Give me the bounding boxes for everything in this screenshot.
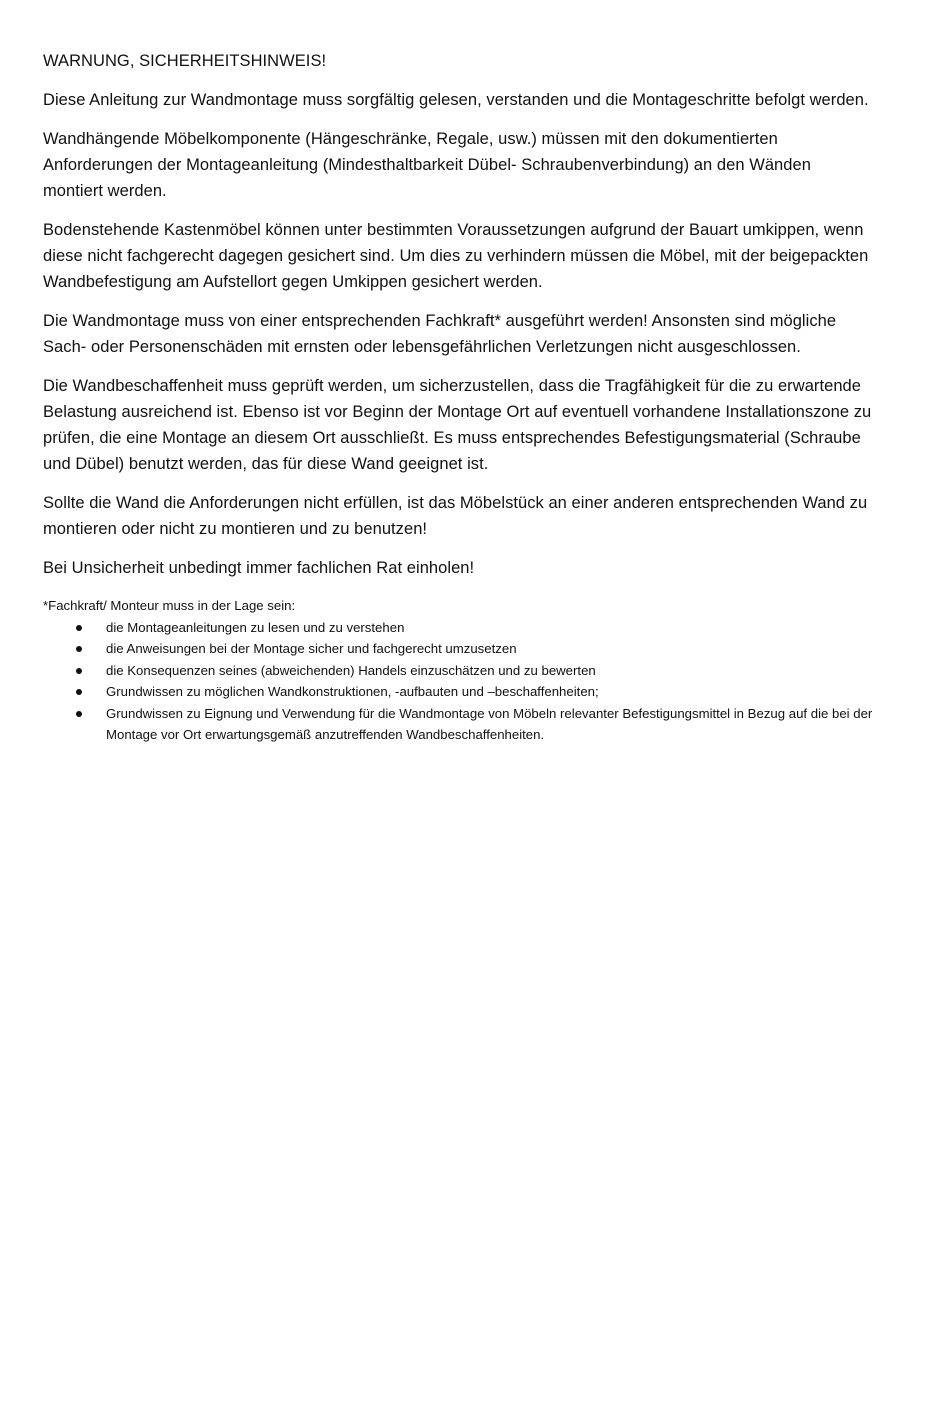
list-item-text: Grundwissen zu Eignung und Verwendung für die Wandmontage von Möbeln relevanter Befestigungsmittel in Bezug auf die bei der Montage vor Ort erwartungsgemäß anzutreffenden Wandbeschaffenheiten. <box>106 705 873 742</box>
list-item <box>43 638 875 660</box>
warning-heading: WARNUNG, SICHERHEITSHINWEIS! <box>43 52 327 70</box>
bullet-icon <box>76 711 82 717</box>
document-page <box>43 48 875 746</box>
list-item-text: die Konsequenzen seines (abweichenden) Handels einzuschätzen und zu bewerten <box>106 662 596 678</box>
bullet-icon <box>76 689 82 695</box>
list-item-text: die Montageanleitungen zu lesen und zu verstehen <box>106 619 405 635</box>
list-item <box>43 681 875 703</box>
paragraph-specialist-required: Die Wandmontage muss von einer entsprechenden Fachkraft* ausgeführt werden! Ansonsten sind mögliche Sach- oder Personenschäden mit ernsten oder lebensgefährlichen Verletzungen nicht ausgeschlossen. <box>43 312 837 356</box>
paragraph-alternative-wall: Sollte die Wand die Anforderungen nicht erfüllen, ist das Möbelstück an einer anderen entsprechenden Wand zu montieren oder nicht zu montieren und zu benutzen! <box>43 494 868 538</box>
list-item <box>43 660 875 682</box>
footnote-intro: *Fachkraft/ Monteur muss in der Lage sein: <box>43 598 296 613</box>
paragraph-read-instructions: Diese Anleitung zur Wandmontage muss sorgfältig gelesen, verstanden und die Montageschritte befolgt werden. <box>43 91 869 109</box>
list-item-text: Grundwissen zu möglichen Wandkonstruktionen, -aufbauten und –beschaffenheiten; <box>106 684 599 699</box>
bullet-icon <box>76 646 82 652</box>
bullet-icon <box>76 668 82 674</box>
paragraph-tipping-risk: Bodenstehende Kastenmöbel können unter bestimmten Voraussetzungen aufgrund der Bauart umkippen, wenn diese nicht fachgerecht dagegen gesichert sind. Um dies zu verhindern müssen die Möbel, mit der beigepackten Wandbefestigung am Aufstellort gegen Umkippen gesichert werden. <box>43 221 869 291</box>
paragraph-seek-advice: Bei Unsicherheit unbedingt immer fachlichen Rat einholen! <box>43 559 475 577</box>
list-item <box>43 617 875 639</box>
list-item <box>43 703 875 746</box>
paragraph-wall-hung-components: Wandhängende Möbelkomponente (Hängeschränke, Regale, usw.) müssen mit den dokumentierten Anforderungen der Montageanleitung (Mindesthaltbarkeit Dübel- Schraubenverbindung) an den Wänden montiert werden. <box>43 130 811 200</box>
list-item-text: die Anweisungen bei der Montage sicher und fachgerecht umzusetzen <box>106 641 517 656</box>
paragraph-wall-condition: Die Wandbeschaffenheit muss geprüft werden, um sicherzustellen, dass die Tragfähigkeit für die zu erwartende Belastung ausreichend ist. Ebenso ist vor Beginn der Montage Ort auf eventuell vorhandene Installationszone zu prüfen, die eine Montage an diesem Ort ausschließt. Es muss entsprechendes Befestigungsmaterial (Schraube und Dübel) benutzt werden, das für diese Wand geeignet ist. <box>43 377 872 473</box>
bullet-icon <box>76 625 82 631</box>
footnote-list <box>43 617 875 746</box>
footnote <box>43 595 875 746</box>
